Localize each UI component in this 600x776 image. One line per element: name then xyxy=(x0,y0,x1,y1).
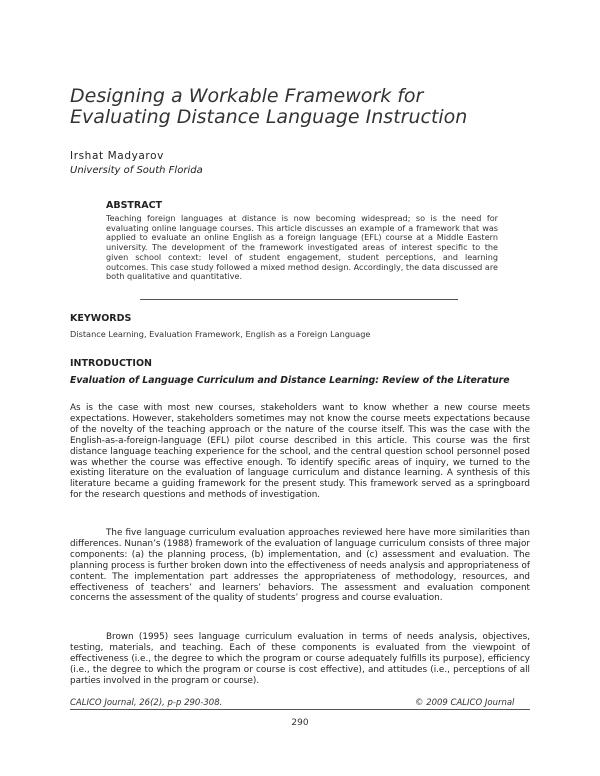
abstract-text: Teaching foreign languages at distance is now becoming widespread; so is the need for evaluating online language courses. This article discusses an example of a framework that was applied to evaluate an online English as a foreign language (EFL) course at a Middle Eastern university. The development of the framework investigated areas of interest specific to the given school context: level of student engagement, student perceptions, and learning outcomes. This case study followed a mixed method design. Accordingly, the data discussed are both qualitative and quantitative. xyxy=(106,213,498,282)
section-subheading: Evaluation of Language Curriculum and Distance Learning: Review of the Literature xyxy=(70,375,510,386)
body-paragraph-2: The five language curriculum evaluation approaches reviewed here have more similarities than differences. Nunan’s (1988) framework of the evaluation of language curriculum consists of three major components: (a) the planning process, (b) implementation, and (c) assessment and evaluation. The planning process is further broken down into the effectiveness of needs analysis and appropriateness of content. The implementation part addresses the appropriateness of methodology, resources, and effectiveness of teachers’ and learners’ behaviors. The assessment and evaluation component concerns the assessment of the quality of students’ progress and course evaluation. xyxy=(70,528,530,604)
title-line-2: Evaluating Distance Language Instruction xyxy=(70,106,468,128)
author-affiliation: University of South Florida xyxy=(70,165,203,176)
title-line-1: Designing a Workable Framework for xyxy=(70,85,424,107)
body-paragraph-1: As is the case with most new courses, stakeholders want to know whether a new course meets expectations. However, stakeholders sometimes may not know the course meets expectations because of the novelty of the teaching approach or the nature of the course itself. This was the case with the English-as-a-foreign-language (EFL) pilot course described in this article. This course was the first distance language teaching experience for the school, and the central question school personnel posed was whether the course was effective enough. To identify specific areas of inquiry, we turned to the existing literature on the evaluation of language curriculum and distance learning. A synthesis of this literature became a guiding framework for the present study. This framework served as a springboard for the research questions and methods of investigation. xyxy=(70,403,530,501)
abstract-divider xyxy=(140,299,458,300)
journal-name: CALICO Journal xyxy=(70,698,134,708)
introduction-heading: INTRODUCTION xyxy=(70,358,152,369)
copyright-notice: © 2009 CALICO Journal xyxy=(415,698,515,708)
body-paragraph-3: Brown (1995) sees language curriculum evaluation in terms of needs analysis, objectives, testing, materials, and teaching. Each of these components is evaluated from the viewpoint of effectiveness (i.e., the degree to which the program or course adequately fulfills its purpose), efficiency (i.e., the degree to which the program or course is cost effective), and attitudes (i.e., perceptions of all parties involved in the program or course). xyxy=(70,632,530,686)
keywords-heading: KEYWORDS xyxy=(70,313,132,324)
footer-divider xyxy=(70,709,530,710)
page-number: 290 xyxy=(291,718,309,728)
article-title xyxy=(70,86,530,128)
author-name: Irshat Madyarov xyxy=(70,150,164,162)
journal-citation xyxy=(70,698,222,708)
keywords-text: Distance Learning, Evaluation Framework, English as a Foreign Language xyxy=(70,329,371,339)
abstract-heading: ABSTRACT xyxy=(106,200,163,211)
citation-details: , 26(2), p-p 290-308. xyxy=(133,698,223,708)
